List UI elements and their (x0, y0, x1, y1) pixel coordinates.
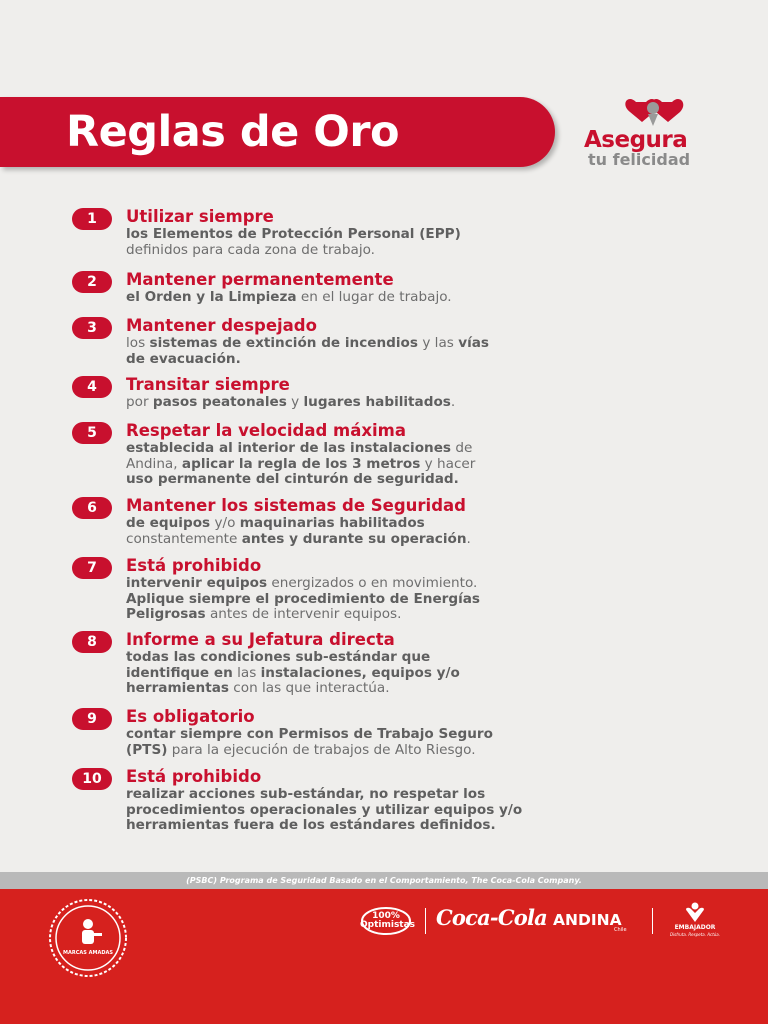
rule-body (126, 290, 646, 306)
andina-logo: ANDINA (553, 911, 622, 929)
body-text: de (451, 440, 473, 456)
rule-heading: Está prohibido (126, 556, 262, 575)
bold-text: Peligrosas (126, 606, 206, 622)
page-title: Reglas de Oro (66, 107, 400, 157)
bold-text: procedimientos operacionales y utilizar equipos y/o (126, 801, 523, 818)
rule-body-line (126, 227, 646, 243)
rule-number-badge: 9 (72, 708, 112, 730)
rule-heading: Informe a su Jefatura directa (126, 630, 395, 649)
rule-heading: Transitar siempre (126, 375, 290, 394)
rule-number-badge: 8 (72, 631, 112, 653)
rule-body-line (126, 818, 646, 834)
bold-text: uso permanente del cinturón de seguridad. (126, 471, 459, 487)
rule-body (126, 727, 646, 758)
badge-label: 100% Optimistas (360, 911, 416, 930)
rule-body-line (126, 290, 646, 306)
bold-text: herramientas fuera de los estándares definidos. (126, 817, 496, 833)
body-text: energizados o en movimiento. (267, 575, 478, 591)
body-text: constantemente (126, 530, 242, 547)
bold-text: lugares habilitados (303, 394, 451, 410)
divider (425, 908, 426, 934)
psbc-note: (PSBC) Programa de Seguridad Basado en el Comportamiento, The Coca-Cola Company. (0, 872, 768, 889)
rule-body-line (126, 727, 646, 743)
embajador-sub: Disfruta. Respeta. Actúa. (669, 932, 721, 937)
rule-body (126, 395, 646, 411)
rule-heading: Respetar la velocidad máxima (126, 421, 406, 440)
rule-number-badge: 7 (72, 557, 112, 579)
bold-text: instalaciones, equipos y/o (260, 664, 460, 681)
rule-number-badge: 6 (72, 497, 112, 519)
rule-body-line (126, 743, 646, 759)
rule-number-badge: 5 (72, 422, 112, 444)
bold-text: pasos peatonales (152, 394, 287, 410)
body-text: definidos para cada zona de trabajo. (126, 241, 375, 258)
body-text: y (286, 394, 304, 410)
rule-number-badge: 2 (72, 271, 112, 293)
bold-text: el Orden y la Limpieza (126, 289, 297, 305)
body-text: las (232, 664, 261, 681)
logo-brand: Asegura (584, 127, 688, 153)
rule-heading: Está prohibido (126, 767, 262, 786)
rule-body (126, 227, 646, 258)
rule-number-badge: 3 (72, 317, 112, 339)
bold-text: Aplique siempre el procedimiento de Energías (126, 590, 481, 607)
bold-text: vías (458, 335, 489, 351)
body-text: los (126, 335, 150, 351)
rule-heading: Utilizar siempre (126, 207, 274, 226)
bold-text: de evacuación. (126, 350, 241, 367)
body-text: con las que interactúa. (228, 680, 390, 696)
rule-number-badge: 1 (72, 208, 112, 230)
bold-text: sistemas de extinción de incendios (149, 335, 418, 351)
asegura-logo (584, 94, 734, 174)
rule-body (126, 336, 646, 367)
bold-text: contar siempre con Permisos de Trabajo Seguro (126, 726, 493, 742)
embajador-label: EMBAJADOR (674, 924, 716, 931)
rule-body-line (126, 395, 646, 411)
embajador-logo (664, 902, 726, 942)
hearts-icon (622, 94, 694, 130)
rule-body-line (126, 336, 646, 352)
body-text: antes de intervenir equipos. (205, 606, 402, 622)
bold-text: antes y durante su operación (241, 530, 467, 547)
body-text: . (466, 530, 471, 547)
bold-text: (PTS) (126, 741, 168, 758)
rule-body-line (126, 457, 646, 473)
rule-heading: Es obligatorio (126, 707, 255, 726)
divider (652, 908, 653, 934)
bold-text: establecida al interior de las instalaciones (126, 440, 452, 456)
bold-text: realizar acciones sub-estándar, no respetar los (126, 786, 486, 802)
rule-body (126, 787, 646, 834)
bold-text: herramientas (126, 680, 229, 696)
bold-text: todas las condiciones sub-estándar que (126, 649, 431, 665)
body-text: . (450, 394, 456, 410)
rule-body (126, 516, 646, 547)
rule-body (126, 576, 646, 623)
rule-body-line (126, 532, 646, 548)
rule-body-line (126, 352, 646, 368)
body-text: por (126, 394, 153, 410)
rule-number-badge: 4 (72, 376, 112, 398)
body-text: y hacer (420, 455, 476, 472)
body-text: para la ejecución de trabajos de Alto Riesgo. (167, 741, 476, 758)
rule-body-line (126, 650, 646, 666)
rule-body (126, 650, 646, 697)
rule-body-line (126, 243, 646, 259)
logo-tagline: tu felicidad (588, 150, 691, 169)
seal-label: MARCAS AMADAS (63, 950, 113, 956)
rule-body-line (126, 592, 646, 608)
bold-text: de equipos (126, 515, 211, 531)
bold-text: identifique en (126, 664, 233, 681)
bold-text: los Elementos de Protección Personal (EPP) (126, 226, 461, 242)
rule-body-line (126, 607, 646, 623)
rule-body-line (126, 787, 646, 803)
body-text: y las (418, 335, 459, 351)
rule-body-line (126, 441, 646, 457)
body-text: en el lugar de trabajo. (296, 289, 452, 305)
rule-body-line (126, 576, 646, 592)
rule-heading: Mantener permanentemente (126, 270, 394, 289)
body-text: Andina, (126, 455, 182, 472)
rule-body-line (126, 472, 646, 488)
rule-heading: Mantener despejado (126, 316, 317, 335)
rule-body-line (126, 666, 646, 682)
andina-subtitle: Chile (614, 927, 627, 933)
heart-person-icon (664, 902, 726, 924)
optimistas-badge (360, 906, 416, 936)
marcas-amadas-seal-icon (46, 896, 130, 980)
bold-text: maquinarias habilitados (239, 515, 425, 531)
rule-number-badge: 10 (72, 768, 112, 790)
bold-text: intervenir equipos (126, 575, 268, 591)
body-text: y/o (210, 515, 240, 531)
rule-body-line (126, 803, 646, 819)
coca-cola-logo: Coca-Cola (436, 905, 547, 930)
rule-body (126, 441, 646, 488)
rule-heading: Mantener los sistemas de Seguridad (126, 496, 466, 515)
rule-body-line (126, 681, 646, 697)
rule-body-line (126, 516, 646, 532)
bold-text: aplicar la regla de los 3 metros (181, 455, 421, 472)
